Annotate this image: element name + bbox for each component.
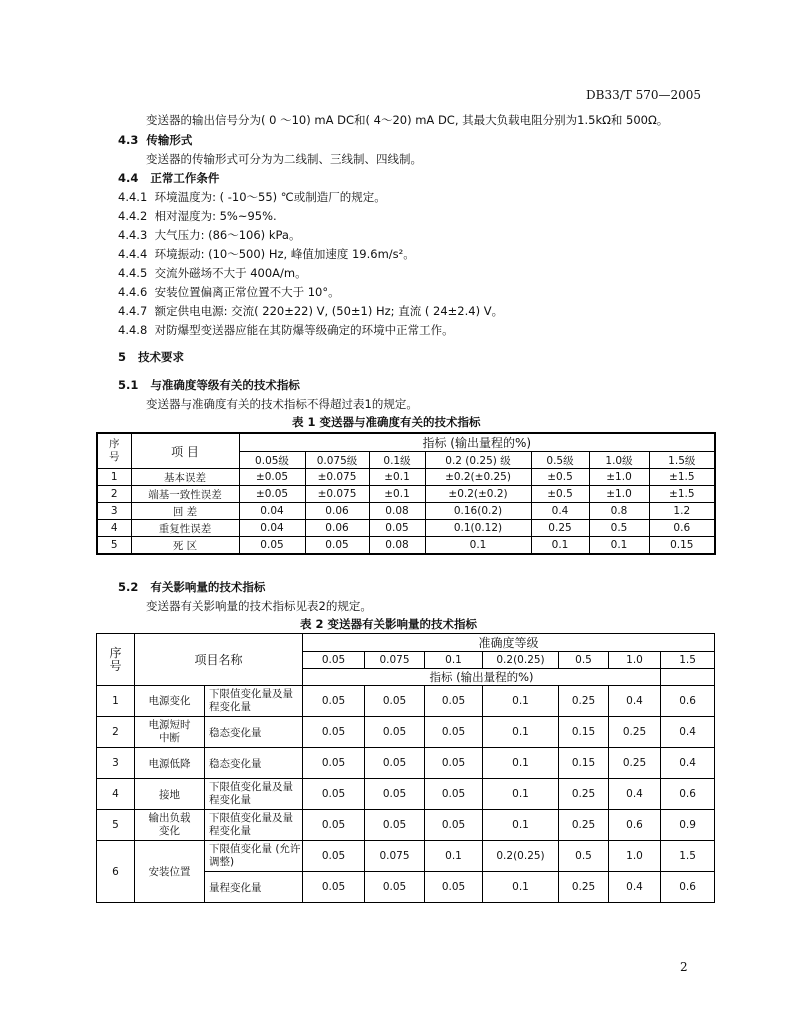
cell: 0.05 xyxy=(369,520,425,537)
output-signal-paragraph: 变送器的输出信号分为( 0 ～10) mA DC和( 4～20) mA DC, 其最大负载电阻分别为1.5kΩ和 500Ω。 xyxy=(146,113,669,127)
cell: 1.0 xyxy=(609,841,661,872)
section-number: 5 xyxy=(118,350,127,364)
clause-text: 交流外磁场不大于 400A/m。 xyxy=(154,266,307,280)
table2-subheader: 指标 (输出量程的%) xyxy=(303,669,661,686)
table-row xyxy=(97,520,715,537)
cell: 0.15 xyxy=(559,748,609,779)
doc-code: DB33/T 570—2005 xyxy=(586,88,702,102)
cell: 0.6 xyxy=(661,686,715,717)
cell: ±0.075 xyxy=(305,486,369,503)
cell: 0.1 xyxy=(483,748,559,779)
cell: 0.05 xyxy=(239,537,305,555)
empty-cell xyxy=(661,669,715,686)
cell: ±1.5 xyxy=(649,486,715,503)
cell: 0.1 xyxy=(589,537,649,555)
row-number: 5 xyxy=(97,810,135,841)
section-4-4-heading xyxy=(118,171,219,185)
section-4-3-heading xyxy=(118,133,192,147)
row-number: 4 xyxy=(97,779,135,810)
table1-grade: 1.0级 xyxy=(589,452,649,469)
table-row xyxy=(97,748,715,779)
table-row xyxy=(97,469,715,486)
cell: 0.05 xyxy=(303,872,365,903)
cell: 0.05 xyxy=(425,686,483,717)
cell: 1.2 xyxy=(649,503,715,520)
cell: 0.1 xyxy=(483,779,559,810)
cell: 0.4 xyxy=(531,503,589,520)
cell: 0.2(0.25) xyxy=(483,841,559,872)
table1-grade: 1.5级 xyxy=(649,452,715,469)
cell: 0.1 xyxy=(483,872,559,903)
table-2 xyxy=(96,633,715,903)
row-item: 重复性误差 xyxy=(131,520,239,537)
clause-number: 4.4.2 xyxy=(118,209,148,223)
cell: 0.6 xyxy=(649,520,715,537)
row-name: 接地 xyxy=(135,779,205,810)
table2-header-group: 准确度等级 xyxy=(303,634,715,652)
cell: 0.4 xyxy=(609,872,661,903)
section-5-1-text: 变送器与准确度有关的技术指标不得超过表1的规定。 xyxy=(146,397,418,411)
cell: ±0.075 xyxy=(305,469,369,486)
table1-grade: 0.5级 xyxy=(531,452,589,469)
table2-grade: 0.5 xyxy=(559,652,609,669)
cell: 0.04 xyxy=(239,503,305,520)
row-number: 1 xyxy=(97,686,135,717)
section-title: 正常工作条件 xyxy=(150,171,220,185)
cell: 0.25 xyxy=(559,686,609,717)
cell: 0.4 xyxy=(661,717,715,748)
cell: 0.9 xyxy=(661,810,715,841)
cell: 0.05 xyxy=(425,810,483,841)
cell: 0.05 xyxy=(303,779,365,810)
clause-number: 4.4.1 xyxy=(118,190,148,204)
cell: 0.05 xyxy=(425,872,483,903)
cell: 0.1(0.12) xyxy=(425,520,531,537)
cell: ±0.05 xyxy=(239,486,305,503)
row-sub: 下限值变化量及量程变化量 xyxy=(205,810,303,841)
table2-header-seq: 序号 xyxy=(97,634,135,686)
table-row xyxy=(97,486,715,503)
row-name: 电源低降 xyxy=(135,748,205,779)
table-row xyxy=(97,686,715,717)
cell: 0.06 xyxy=(305,520,369,537)
clause-4-4-3 xyxy=(118,228,300,242)
clause-4-4-2 xyxy=(118,209,277,223)
cell: 0.05 xyxy=(425,779,483,810)
clause-number: 4.4.5 xyxy=(118,266,148,280)
clause-number: 4.4.3 xyxy=(118,228,148,242)
clause-number: 4.4.6 xyxy=(118,285,148,299)
cell: ±0.5 xyxy=(531,486,589,503)
cell: 0.5 xyxy=(559,841,609,872)
cell: 0.05 xyxy=(365,686,425,717)
cell: ±0.5 xyxy=(531,469,589,486)
clause-text: 对防爆型变送器应能在其防爆等级确定的环境中正常工作。 xyxy=(154,323,454,337)
row-sub: 稳态变化量 xyxy=(205,748,303,779)
cell: 0.25 xyxy=(559,779,609,810)
table-row xyxy=(97,810,715,841)
cell: 0.075 xyxy=(365,841,425,872)
cell: 0.1 xyxy=(483,717,559,748)
row-item: 死 区 xyxy=(131,537,239,555)
cell: 0.05 xyxy=(425,717,483,748)
clause-text: 环境温度为: ( -10～55) ℃或制造厂的规定。 xyxy=(154,190,386,204)
cell: 0.1 xyxy=(425,537,531,555)
cell: 0.1 xyxy=(483,810,559,841)
cell: 0.05 xyxy=(303,748,365,779)
cell: 0.04 xyxy=(239,520,305,537)
cell: 0.25 xyxy=(609,717,661,748)
table2-grade: 0.05 xyxy=(303,652,365,669)
table1-header-item: 项 目 xyxy=(131,433,239,469)
page-number: 2 xyxy=(680,960,688,974)
cell: ±0.05 xyxy=(239,469,305,486)
table1-header-group: 指标 (输出量程的%) xyxy=(239,433,715,452)
row-sub: 下限值变化量及量程变化量 xyxy=(205,779,303,810)
clause-4-4-1 xyxy=(118,190,386,204)
cell: 0.4 xyxy=(609,779,661,810)
clause-4-4-6 xyxy=(118,285,340,299)
section-5-2-text: 变送器有关影响量的技术指标见表2的规定。 xyxy=(146,599,372,613)
table1-header-seq: 序号 xyxy=(97,433,131,469)
cell: 0.15 xyxy=(559,717,609,748)
table-1 xyxy=(96,432,716,555)
cell: ±0.2(±0.2) xyxy=(425,486,531,503)
row-sub: 下限值变化量 (允许调整) xyxy=(205,841,303,872)
table2-grade: 1.0 xyxy=(609,652,661,669)
table2-grade: 0.075 xyxy=(365,652,425,669)
cell: 0.25 xyxy=(531,520,589,537)
clause-4-4-5 xyxy=(118,266,307,280)
cell: 0.1 xyxy=(531,537,589,555)
cell: 0.08 xyxy=(369,537,425,555)
cell: 0.05 xyxy=(365,717,425,748)
row-number: 6 xyxy=(97,841,135,903)
clause-text: 额定供电电源: 交流( 220±22) V, (50±1) Hz; 直流 ( 24±2.4) V。 xyxy=(154,304,504,318)
table2-header-name: 项目名称 xyxy=(135,634,303,686)
table1-caption: 表 1 变送器与准确度有关的技术指标 xyxy=(292,415,481,429)
row-name: 电源短时中断 xyxy=(135,717,205,748)
section-number: 4.3 xyxy=(118,133,139,147)
section-number: 4.4 xyxy=(118,171,139,185)
section-5-heading xyxy=(118,350,184,364)
cell: 0.05 xyxy=(303,841,365,872)
section-5-2-heading xyxy=(118,580,265,594)
table-row xyxy=(97,841,715,872)
cell: 0.1 xyxy=(483,686,559,717)
cell: 0.05 xyxy=(303,717,365,748)
clause-4-4-7 xyxy=(118,304,503,318)
table-row xyxy=(97,503,715,520)
cell: ±0.2(±0.25) xyxy=(425,469,531,486)
row-sub: 稳态变化量 xyxy=(205,717,303,748)
cell: 0.05 xyxy=(303,810,365,841)
cell: 0.05 xyxy=(303,686,365,717)
cell: 0.6 xyxy=(661,779,715,810)
row-number: 1 xyxy=(97,469,131,486)
cell: 0.05 xyxy=(365,779,425,810)
cell: 0.4 xyxy=(661,748,715,779)
row-number: 5 xyxy=(97,537,131,555)
clause-text: 环境振动: (10～500) Hz, 峰值加速度 19.6m/s²。 xyxy=(154,247,415,261)
row-sub: 下限值变化量及量程变化量 xyxy=(205,686,303,717)
cell: 0.05 xyxy=(305,537,369,555)
table1-grade: 0.1级 xyxy=(369,452,425,469)
cell: 0.25 xyxy=(559,872,609,903)
cell: 0.1 xyxy=(425,841,483,872)
clause-number: 4.4.8 xyxy=(118,323,148,337)
clause-number: 4.4.7 xyxy=(118,304,148,318)
cell: 0.8 xyxy=(589,503,649,520)
cell: 0.6 xyxy=(661,872,715,903)
cell: ±1.0 xyxy=(589,469,649,486)
row-number: 3 xyxy=(97,748,135,779)
clause-text: 大气压力: (86～106) kPa。 xyxy=(154,228,301,242)
table-row xyxy=(97,779,715,810)
cell: ±1.0 xyxy=(589,486,649,503)
table-row xyxy=(97,537,715,555)
cell: 0.05 xyxy=(365,872,425,903)
cell: 0.05 xyxy=(365,748,425,779)
cell: 0.6 xyxy=(609,810,661,841)
section-4-3-text: 变送器的传输形式可分为为二线制、三线制、四线制。 xyxy=(146,152,422,166)
cell: 0.05 xyxy=(365,810,425,841)
row-item: 基本误差 xyxy=(131,469,239,486)
table1-grade: 0.2 (0.25) 级 xyxy=(425,452,531,469)
clause-number: 4.4.4 xyxy=(118,247,148,261)
table2-grade: 1.5 xyxy=(661,652,715,669)
table-row xyxy=(97,717,715,748)
row-number: 2 xyxy=(97,486,131,503)
cell: ±0.1 xyxy=(369,486,425,503)
cell: 0.08 xyxy=(369,503,425,520)
row-number: 3 xyxy=(97,503,131,520)
clause-text: 相对湿度为: 5%~95%. xyxy=(154,209,277,223)
cell: 0.25 xyxy=(559,810,609,841)
row-number: 4 xyxy=(97,520,131,537)
section-number: 5.2 xyxy=(118,580,139,594)
cell: ±0.1 xyxy=(369,469,425,486)
row-sub: 量程变化量 xyxy=(205,872,303,903)
section-title: 技术要求 xyxy=(138,350,185,364)
section-5-1-heading xyxy=(118,378,300,392)
section-title: 有关影响量的技术指标 xyxy=(150,580,266,594)
row-name: 输出负载变化 xyxy=(135,810,205,841)
cell: 1.5 xyxy=(661,841,715,872)
cell: 0.15 xyxy=(649,537,715,555)
cell: 0.4 xyxy=(609,686,661,717)
row-name: 电源变化 xyxy=(135,686,205,717)
clause-4-4-8 xyxy=(118,323,454,337)
table2-caption: 表 2 变送器有关影响量的技术指标 xyxy=(300,617,478,631)
table2-grade: 0.2(0.25) xyxy=(483,652,559,669)
row-number: 2 xyxy=(97,717,135,748)
cell: 0.06 xyxy=(305,503,369,520)
table1-grade: 0.075级 xyxy=(305,452,369,469)
table2-grade: 0.1 xyxy=(425,652,483,669)
cell: ±1.5 xyxy=(649,469,715,486)
cell: 0.05 xyxy=(425,748,483,779)
section-title: 传输形式 xyxy=(146,133,193,147)
cell: 0.5 xyxy=(589,520,649,537)
cell: 0.25 xyxy=(609,748,661,779)
table1-grade: 0.05级 xyxy=(239,452,305,469)
section-title: 与准确度等级有关的技术指标 xyxy=(150,378,300,392)
clause-4-4-4 xyxy=(118,247,415,261)
row-name: 安装位置 xyxy=(135,841,205,903)
section-number: 5.1 xyxy=(118,378,139,392)
row-item: 端基一致性误差 xyxy=(131,486,239,503)
cell: 0.16(0.2) xyxy=(425,503,531,520)
row-item: 回 差 xyxy=(131,503,239,520)
clause-text: 安装位置偏离正常位置不大于 10°。 xyxy=(154,285,340,299)
